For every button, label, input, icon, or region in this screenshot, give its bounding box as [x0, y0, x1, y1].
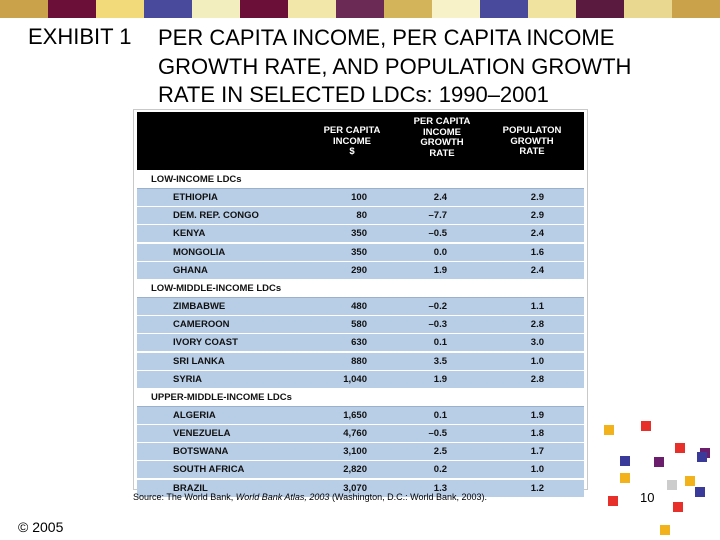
- income-growth-value: –0.5: [428, 228, 447, 240]
- table-row: [137, 443, 584, 461]
- header-income-growth-rate: [400, 117, 484, 159]
- income-growth-value: –7.7: [428, 210, 447, 222]
- population-growth-value: 2.8: [530, 319, 544, 331]
- top-bar-segment: [624, 0, 672, 18]
- table-row: [137, 225, 584, 243]
- income-value: 1,650: [343, 409, 367, 421]
- income-growth-value: 2.4: [433, 192, 447, 204]
- table-row: [137, 189, 584, 207]
- decorative-square: [673, 502, 683, 512]
- table-row: [137, 461, 584, 479]
- income-value: 2,820: [343, 464, 367, 476]
- title-line-3: RATE IN SELECTED LDCs: 1990–2001: [158, 82, 549, 107]
- table-row: [137, 425, 584, 443]
- top-bar-segment: [192, 0, 240, 18]
- income-value: 1,040: [343, 373, 367, 385]
- population-growth-value: 3.0: [530, 337, 544, 349]
- population-growth-value: 2.9: [530, 192, 544, 204]
- top-bar-segment: [336, 0, 384, 18]
- top-bar-segment: [384, 0, 432, 18]
- decorative-square: [695, 487, 705, 497]
- country-name: ETHIOPIA: [173, 192, 218, 204]
- table-row: [137, 353, 584, 371]
- country-name: KENYA: [173, 228, 206, 240]
- population-growth-value: 1.0: [530, 464, 544, 476]
- exhibit-label: EXHIBIT 1: [28, 24, 132, 49]
- country-name: VENEZUELA: [173, 428, 231, 440]
- country-name: BRAZIL: [173, 482, 208, 494]
- top-bar-segment: [96, 0, 144, 18]
- income-growth-value: 1.9: [433, 373, 447, 385]
- source-note: [133, 492, 487, 502]
- income-value: 80: [356, 210, 367, 222]
- decorative-square: [604, 425, 614, 435]
- income-value: 580: [351, 319, 367, 331]
- decorative-top-bar: [0, 0, 720, 18]
- population-growth-value: 2.8: [530, 373, 544, 385]
- country-name: MONGOLIA: [173, 246, 226, 258]
- decorative-square: [675, 443, 685, 453]
- income-value: 350: [351, 246, 367, 258]
- table-row: [137, 407, 584, 425]
- page-number: 10: [640, 490, 655, 505]
- country-name: DEM. REP. CONGO: [173, 210, 259, 222]
- header-population-growth-rate: [489, 126, 575, 158]
- slide-title: [158, 24, 631, 110]
- table-header: [137, 112, 584, 170]
- income-growth-value: 0.1: [433, 409, 447, 421]
- income-value: 350: [351, 228, 367, 240]
- top-bar-segment: [0, 0, 48, 18]
- income-value: 100: [351, 192, 367, 204]
- country-name: GHANA: [173, 264, 208, 276]
- group-row: [137, 280, 584, 298]
- header-line: GROWTH: [510, 135, 554, 147]
- header-line: INCOME: [423, 126, 461, 138]
- population-growth-value: 1.8: [530, 428, 544, 440]
- income-growth-value: –0.3: [428, 319, 447, 331]
- income-value: 630: [351, 337, 367, 349]
- income-growth-value: 1.9: [433, 264, 447, 276]
- population-growth-value: 1.1: [530, 301, 544, 313]
- income-growth-value: 0.2: [433, 464, 447, 476]
- decorative-square: [608, 496, 618, 506]
- decorative-square: [620, 473, 630, 483]
- group-row: [137, 171, 584, 189]
- top-bar-segment: [528, 0, 576, 18]
- country-name: IVORY COAST: [173, 337, 238, 349]
- source-prefix: Source: The World Bank,: [133, 492, 236, 502]
- income-growth-value: –0.5: [428, 428, 447, 440]
- top-bar-segment: [432, 0, 480, 18]
- group-label: UPPER-MIDDLE-INCOME LDCs: [151, 391, 292, 403]
- source-suffix: (Washington, D.C.: World Bank, 2003).: [329, 492, 488, 502]
- table-row: [137, 371, 584, 389]
- table-row: [137, 316, 584, 334]
- population-growth-value: 2.4: [530, 228, 544, 240]
- top-bar-segment: [672, 0, 720, 18]
- table-row: [137, 334, 584, 352]
- population-growth-value: 1.9: [530, 409, 544, 421]
- population-growth-value: 1.2: [530, 482, 544, 494]
- income-growth-value: 2.5: [433, 446, 447, 458]
- header-line: RATE: [429, 147, 455, 159]
- country-name: CAMEROON: [173, 319, 230, 331]
- data-table: [133, 109, 588, 494]
- income-growth-value: 0.1: [433, 337, 447, 349]
- decorative-square: [641, 421, 651, 431]
- country-name: BOTSWANA: [173, 446, 229, 458]
- top-bar-segment: [288, 0, 336, 18]
- decorative-square: [667, 480, 677, 490]
- income-value: 480: [351, 301, 367, 313]
- top-bar-segment: [144, 0, 192, 18]
- top-bar-segment: [240, 0, 288, 18]
- group-label: LOW-MIDDLE-INCOME LDCs: [151, 282, 282, 294]
- header-line: POPULATON: [502, 125, 562, 136]
- decorative-square: [654, 457, 664, 467]
- decorative-square: [697, 452, 707, 462]
- income-value: 4,760: [343, 428, 367, 440]
- header-line: PER CAPITA: [323, 125, 381, 136]
- country-name: SOUTH AFRICA: [173, 464, 245, 476]
- population-growth-value: 2.9: [530, 210, 544, 222]
- income-value: 3,100: [343, 446, 367, 458]
- income-growth-value: –0.2: [428, 301, 447, 313]
- population-growth-value: 1.7: [530, 446, 544, 458]
- header-line: INCOME: [333, 135, 371, 147]
- income-growth-value: 1.3: [433, 482, 447, 494]
- decorative-square: [685, 476, 695, 486]
- title-line-2: GROWTH RATE, AND POPULATION GROWTH: [158, 53, 632, 79]
- group-row: [137, 389, 584, 407]
- table-row: [137, 244, 584, 262]
- country-name: ZIMBABWE: [173, 301, 226, 313]
- top-bar-segment: [480, 0, 528, 18]
- table-row: [137, 298, 584, 316]
- population-growth-value: 1.6: [530, 246, 544, 258]
- income-value: 290: [351, 264, 367, 276]
- title-line-1: PER CAPITA INCOME, PER CAPITA INCOME: [158, 25, 615, 50]
- top-bar-segment: [576, 0, 624, 18]
- copyright: © 2005: [18, 519, 64, 535]
- income-value: 3,070: [343, 482, 367, 494]
- country-name: SYRIA: [173, 373, 203, 385]
- header-line: $: [349, 146, 355, 157]
- header-line: GROWTH: [420, 137, 464, 148]
- top-bar-segment: [48, 0, 96, 18]
- country-name: SRI LANKA: [173, 355, 225, 367]
- population-growth-value: 2.4: [530, 264, 544, 276]
- population-growth-value: 1.0: [530, 355, 544, 367]
- header-line: PER CAPITA: [413, 116, 471, 127]
- header-per-capita-income: [312, 126, 392, 158]
- country-name: ALGERIA: [173, 409, 216, 421]
- income-growth-value: 3.5: [433, 355, 447, 367]
- income-value: 880: [351, 355, 367, 367]
- header-line: RATE: [519, 146, 545, 157]
- table-row: [137, 207, 584, 225]
- source-title: World Bank Atlas, 2003: [235, 492, 330, 502]
- decorative-square: [660, 525, 670, 535]
- group-label: LOW-INCOME LDCs: [151, 174, 242, 185]
- table-row: [137, 262, 584, 280]
- income-growth-value: 0.0: [433, 246, 447, 258]
- decorative-square: [620, 456, 630, 466]
